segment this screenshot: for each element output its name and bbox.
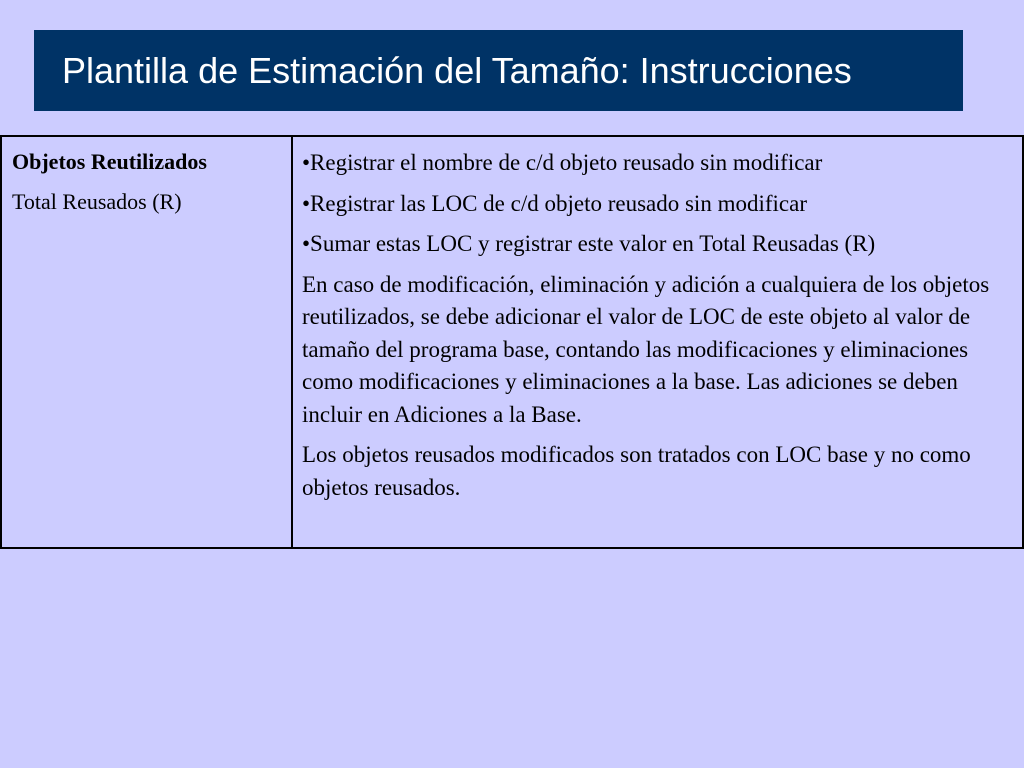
title-bar: [34, 30, 963, 111]
instruction-paragraph: En caso de modificación, eliminación y adición a cualquiera de los objetos reutilizados, se debe adicionar el valor de LOC de este objeto al valor de tamaño del programa base, contando las modificaciones y eliminaciones como modificaciones y eliminaciones a la base. Las adiciones se deben incluir en Adiciones a la Base.: [302, 271, 990, 427]
category-subheading: Total Reusados (R): [12, 189, 182, 214]
instruction-item: •Registrar el nombre de c/d objeto reusado sin modificar: [302, 150, 823, 175]
category-cell: [1, 136, 292, 548]
category-heading: Objetos Reutilizados: [12, 149, 207, 174]
instruction-item: •Registrar las LOC de c/d objeto reusado sin modificar: [302, 190, 807, 216]
instructions-cell: [292, 136, 1023, 548]
instructions-table: [0, 135, 1024, 549]
instruction-item: •Sumar estas LOC y registrar este valor en Total Reusadas (R): [302, 231, 876, 256]
instruction-paragraph: Los objetos reusados modificados son tratados con LOC base y no como objetos reusados.: [302, 442, 971, 500]
slide-title: Plantilla de Estimación del Tamaño: Instrucciones: [62, 49, 852, 91]
table-row: [1, 136, 1023, 548]
